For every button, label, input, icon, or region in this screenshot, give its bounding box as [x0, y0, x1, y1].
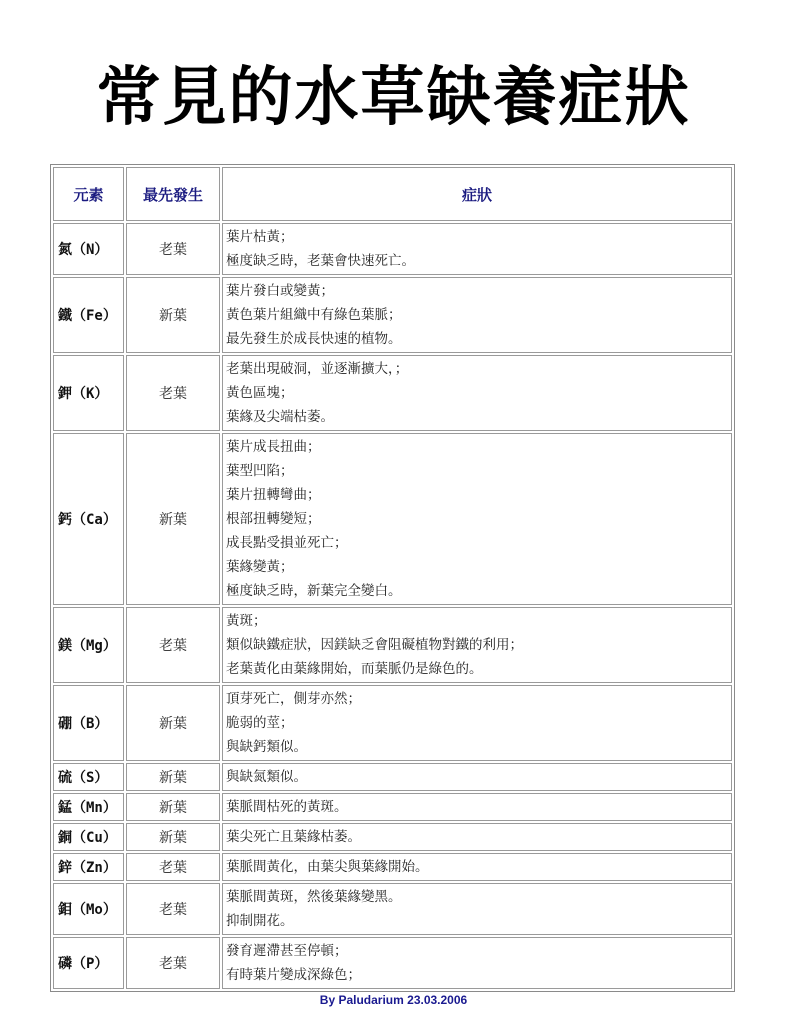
element-cell: 鉀（K） — [53, 355, 124, 431]
table-row — [53, 853, 732, 881]
table-row — [53, 355, 732, 431]
element-cell: 氮（N） — [53, 223, 124, 275]
symptom-line: 類似缺鐵症狀，因鎂缺乏會阻礙植物對鐵的利用； — [226, 637, 523, 653]
symptom-line: 根部扭轉變短； — [226, 511, 321, 527]
symptoms-cell — [222, 433, 732, 605]
symptom-line: 葉片扭轉彎曲； — [226, 487, 321, 503]
symptoms-cell — [222, 685, 732, 761]
symptom-line: 老葉黃化由葉緣開始，而葉脈仍是綠色的。 — [226, 661, 483, 677]
symptom-line: 葉片成長扭曲； — [226, 439, 321, 455]
symptom-line: 抑制開花。 — [226, 913, 294, 929]
table-header-row — [53, 167, 732, 221]
symptom-line: 最先發生於成長快速的植物。 — [226, 331, 402, 347]
symptoms-cell — [222, 277, 732, 353]
header-element: 元素 — [53, 167, 124, 221]
first-occurrence-cell: 老葉 — [126, 223, 220, 275]
first-occurrence-cell: 新葉 — [126, 793, 220, 821]
symptom-line: 黃斑； — [226, 613, 267, 629]
element-cell: 錳（Mn） — [53, 793, 124, 821]
symptoms-cell — [222, 793, 732, 821]
element-cell: 鈣（Ca） — [53, 433, 124, 605]
table-row — [53, 277, 732, 353]
symptom-line: 葉緣變黃； — [226, 559, 294, 575]
table-row — [53, 607, 732, 683]
symptoms-cell — [222, 223, 732, 275]
symptoms-cell — [222, 937, 732, 989]
element-cell: 鐵（Fe） — [53, 277, 124, 353]
symptom-line: 葉尖死亡且葉緣枯萎。 — [226, 829, 361, 845]
symptom-line: 黃色區塊； — [226, 385, 294, 401]
footer-credit: By Paludarium 23.03.2006 — [319, 993, 468, 1007]
symptoms-cell — [222, 763, 732, 791]
first-occurrence-cell: 新葉 — [126, 433, 220, 605]
first-occurrence-cell: 老葉 — [126, 355, 220, 431]
element-cell: 鉬（Mo） — [53, 883, 124, 935]
symptom-line: 老葉出現破洞，並逐漸擴大，； — [226, 361, 409, 377]
symptom-line: 葉脈間枯死的黃斑。 — [226, 799, 348, 815]
element-cell: 銅（Cu） — [53, 823, 124, 851]
symptoms-cell — [222, 355, 732, 431]
table-row — [53, 223, 732, 275]
element-cell: 鋅（Zn） — [53, 853, 124, 881]
symptoms-cell — [222, 853, 732, 881]
symptom-line: 頂芽死亡，側芽亦然； — [226, 691, 361, 707]
table-row — [53, 433, 732, 605]
symptom-line: 葉型凹陷； — [226, 463, 294, 479]
deficiency-table — [50, 164, 735, 992]
symptom-line: 葉緣及尖端枯萎。 — [226, 409, 334, 425]
table-row — [53, 763, 732, 791]
symptom-line: 葉片發白或變黃； — [226, 283, 334, 299]
symptom-line: 葉片枯黃； — [226, 229, 294, 245]
symptom-line: 極度缺乏時，老葉會快速死亡。 — [226, 253, 415, 269]
first-occurrence-cell: 老葉 — [126, 937, 220, 989]
symptom-line: 葉脈間黃化，由葉尖與葉緣開始。 — [226, 859, 429, 875]
element-cell: 硼（B） — [53, 685, 124, 761]
header-symptoms: 症狀 — [222, 167, 732, 221]
symptom-line: 極度缺乏時，新葉完全變白。 — [226, 583, 402, 599]
first-occurrence-cell: 新葉 — [126, 763, 220, 791]
symptom-line: 與缺氮類似。 — [226, 769, 307, 785]
symptom-line: 成長點受損並死亡； — [226, 535, 348, 551]
header-first: 最先發生 — [126, 167, 220, 221]
table-row — [53, 685, 732, 761]
symptoms-cell — [222, 607, 732, 683]
table-row — [53, 823, 732, 851]
first-occurrence-cell: 新葉 — [126, 685, 220, 761]
symptom-line: 有時葉片變成深綠色； — [226, 967, 361, 983]
first-occurrence-cell: 新葉 — [126, 277, 220, 353]
page-title: 常見的水草缺養症狀 — [96, 61, 691, 135]
symptom-line: 與缺鈣類似。 — [226, 739, 307, 755]
symptom-line: 發育遲滯甚至停頓； — [226, 943, 348, 959]
symptom-line: 葉脈間黃斑，然後葉緣變黑。 — [226, 889, 402, 905]
element-cell: 硫（S） — [53, 763, 124, 791]
first-occurrence-cell: 新葉 — [126, 823, 220, 851]
first-occurrence-cell: 老葉 — [126, 883, 220, 935]
first-occurrence-cell: 老葉 — [126, 607, 220, 683]
symptom-line: 黃色葉片組織中有綠色葉脈； — [226, 307, 402, 323]
symptoms-cell — [222, 823, 732, 851]
table-row — [53, 937, 732, 989]
symptoms-cell — [222, 883, 732, 935]
first-occurrence-cell: 老葉 — [126, 853, 220, 881]
table-row — [53, 793, 732, 821]
symptom-line: 脆弱的莖； — [226, 715, 294, 731]
element-cell: 磷（P） — [53, 937, 124, 989]
element-cell: 鎂（Mg） — [53, 607, 124, 683]
table-row — [53, 883, 732, 935]
